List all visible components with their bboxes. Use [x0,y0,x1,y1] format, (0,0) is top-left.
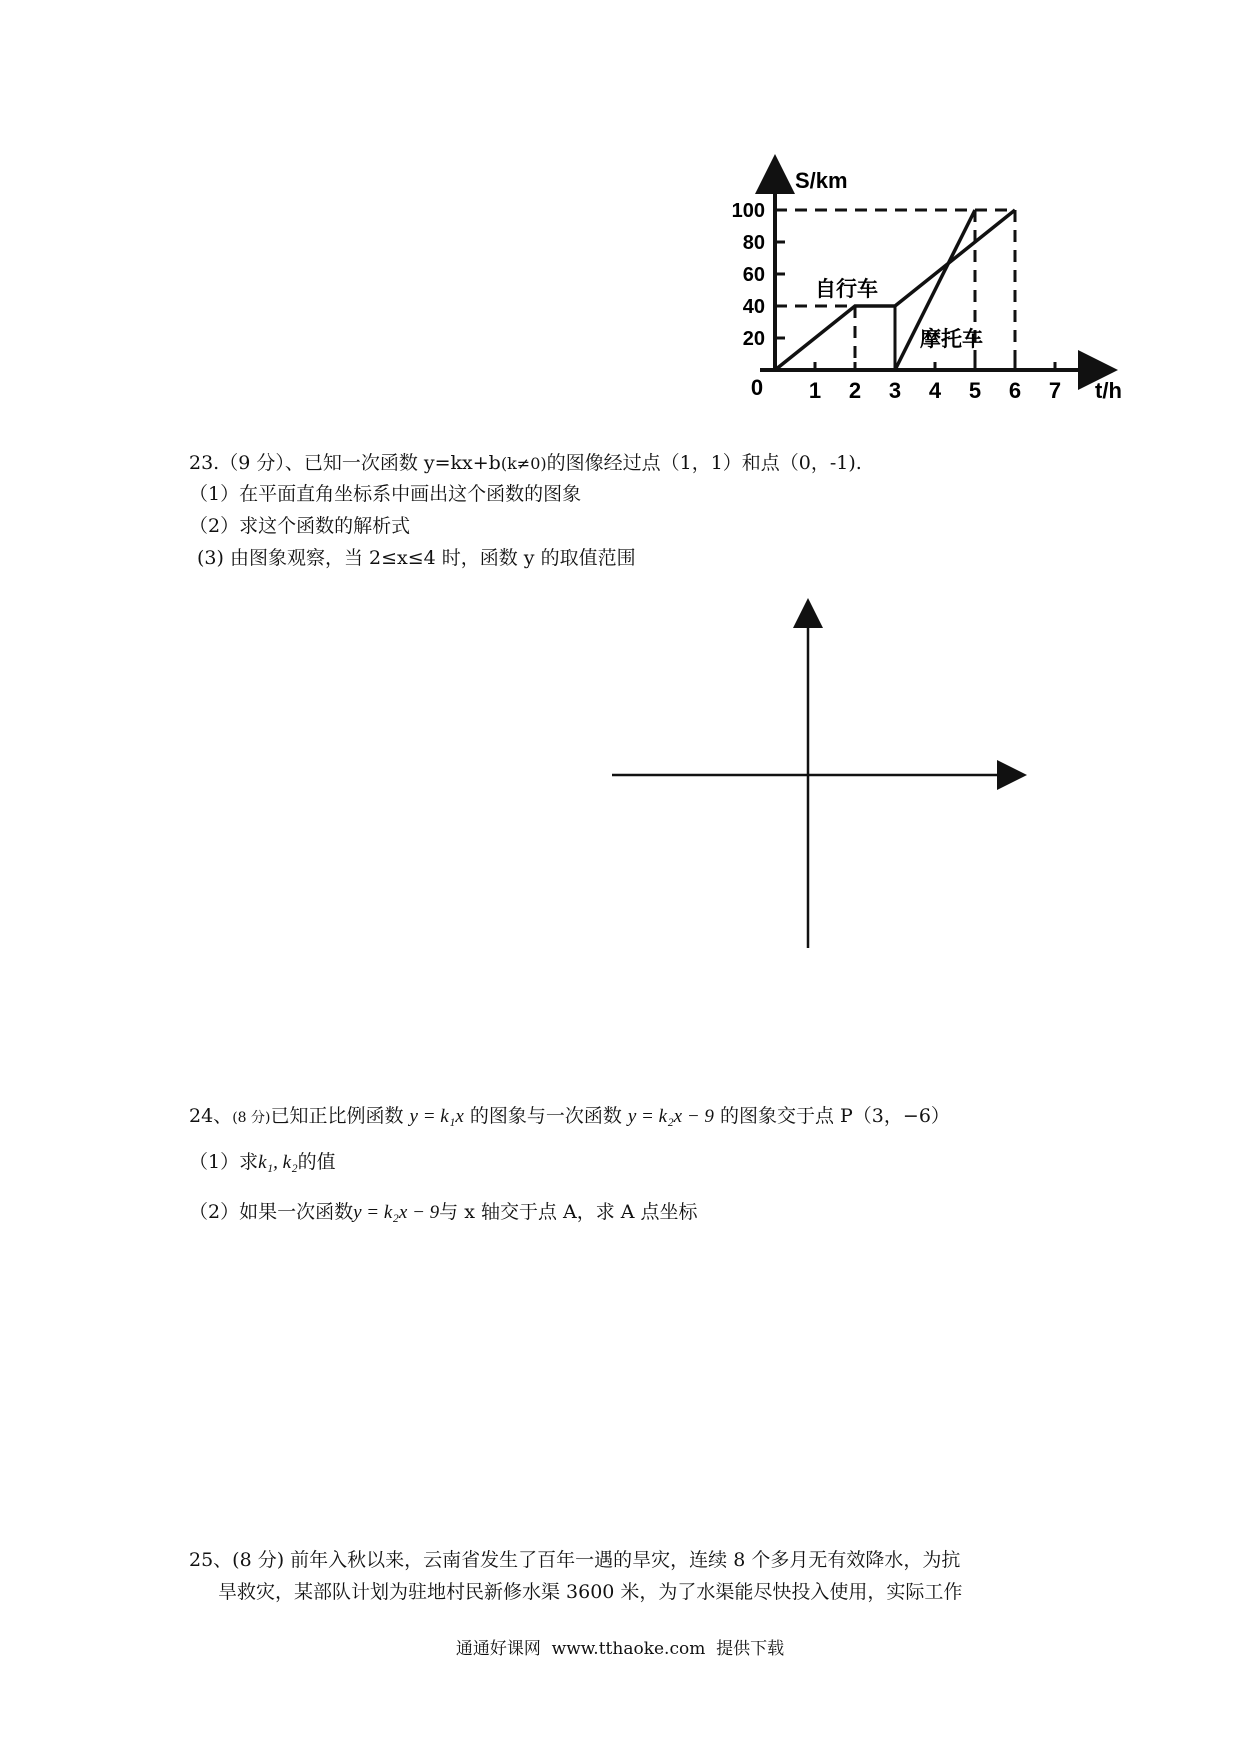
q23-part2: （2）求这个函数的解析式 [189,515,411,537]
q23-statement: 23.（9 分）、已知一次函数 y=kx+b(k≠0)的图像经过点（1，1）和点（0，-1). [189,452,862,474]
q24-eq1: y = k₁x [409,1106,464,1127]
moto-label: 摩托车 [920,328,983,351]
q24-part2: （2）如果一次函数y = k₂x − 9与 x 轴交于点 A，求 A 点坐标 [189,1201,698,1223]
blank-coordinate-axes[interactable] [600,595,1030,955]
x-tick-2: 2 [848,378,862,403]
q24-eq2: y = k₂x − 9 [627,1106,714,1127]
q24-part1: （1）求k₁, k₂的值 [189,1151,336,1173]
x-tick-3: 3 [888,378,902,403]
y-axis-label: S/km [795,168,848,193]
q24-statement: 24、(8 分)已知正比例函数 y = k₁x 的图象与一次函数 y = k₂x − 9 的图象交于点 P（3，−6） [189,1105,950,1127]
q23-part1: （1）在平面直角坐标系中画出这个函数的图象 [189,483,582,505]
y-tick-60: 60 [742,264,765,286]
y-tick-80: 80 [742,232,765,254]
bike-label: 自行车 [815,278,878,301]
q25-line2: 旱救灾，某部队计划为驻地村民新修水渠 3600 米，为了水渠能尽快投入使用，实际工作 [218,1581,963,1603]
x-tick-4: 4 [928,378,942,403]
q25-line1: 25、(8 分) 前年入秋以来，云南省发生了百年一遇的旱灾，连续 8 个多月无有效降水，为抗 [189,1549,961,1571]
q23-part3: (3) 由图象观察，当 2≤x≤4 时，函数 y 的取值范围 [197,547,636,569]
y-tick-40: 40 [742,296,765,318]
x-tick-1: 1 [808,378,822,403]
y-tick-100: 100 [731,200,765,222]
y-tick-20: 20 [742,328,765,350]
origin-label: 0 [750,375,764,400]
footer-text: 通通好课网 www.tthaoke.com 提供下载 [455,1639,785,1659]
x-tick-6: 6 [1008,378,1022,403]
x-axis-label: t/h [1095,378,1122,403]
distance-time-graph [690,140,1150,420]
x-tick-5: 5 [968,378,982,403]
x-tick-7: 7 [1048,378,1062,403]
